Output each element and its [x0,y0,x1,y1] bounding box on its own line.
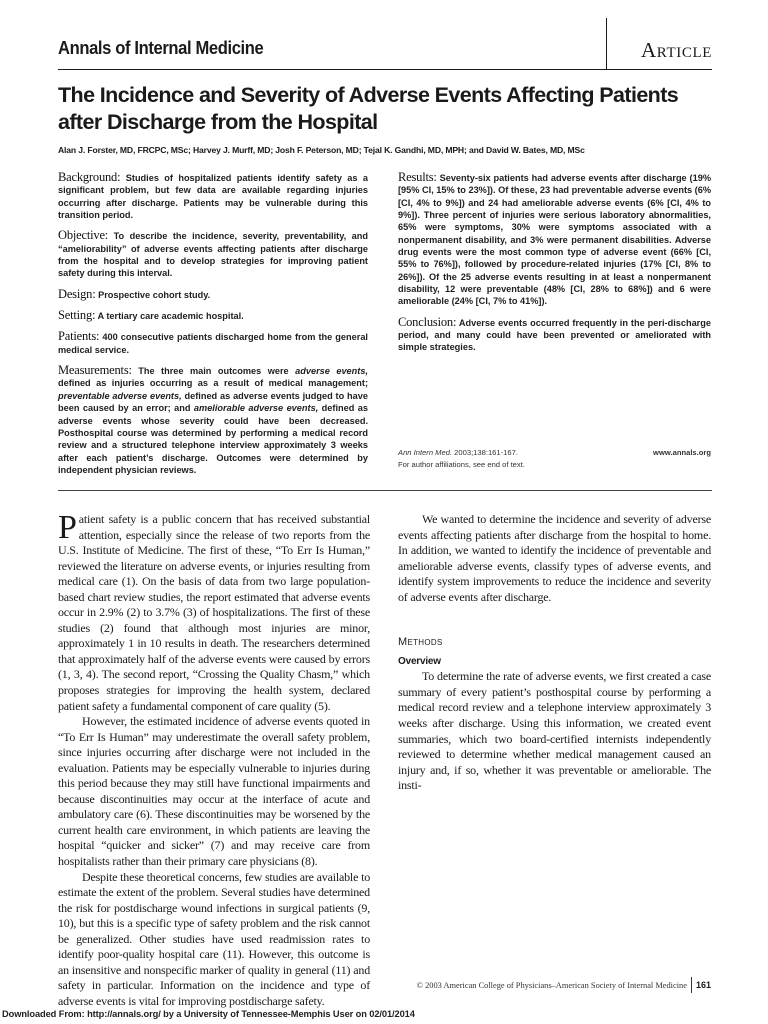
measurements-term-adverse: adverse events, [295,366,368,377]
affiliations-note: For author affiliations, see end of text. [398,460,525,469]
measurements-text-2: defined as injuries occurring as a result of medical management; [58,378,368,389]
abstract-background [58,171,368,221]
measurements-term-preventable: preventable adverse events, [58,390,182,401]
abstract-left-column [58,171,368,484]
design-label: Design: [58,286,96,301]
download-notice: Downloaded From: http://annals.org/ by a University of Tennessee-Memphis User on 02/01/2014 [2,1009,415,1019]
setting-text: A tertiary care academic hospital. [97,311,244,322]
body-paragraph-5: To determine the rate of adverse events, we first created a case summary of every patient’s posthospital course by performing a medical record review and a telephone interview approximately 3 weeks after discharge. Using this information, we created event summaries, which two board-certified internists independently reviewed to determine whether medical management caused an injury and, if so, whether it was preventable or ameliorable. The insti- [398,669,711,793]
abstract-right-column [398,171,711,362]
abstract-divider [58,490,712,491]
abstract-conclusion [398,316,711,354]
journal-url-link[interactable]: www.annals.org [653,448,711,457]
abstract-design [58,288,368,301]
body-right-column [398,512,711,794]
body-paragraph-2: However, the estimated incidence of adverse events quoted in “To Err Is Human” may underestimate the overall safety problem, since injuries occurring after discharge were not included in the evaluation. Patients may be especially vulnerable to injuries during this period because they may still have functional impairments and because discontinuities may occur at the interface of acute and ambulatory care (6). These discontinuities may be worsened by the current health care environment, in which patients are leaving the hospital “quicker and sicker” (7) and may receive care from hospitalists rather than their primary care physicians (8). [58,714,370,869]
objective-label: Objective: [58,228,109,243]
journal-header [58,36,712,70]
conclusion-text: Adverse events occurred frequently in the peri-discharge period, and many could have been prevented or ameliorated with simple strategies. [398,317,711,353]
body-paragraph-4: We wanted to determine the incidence and severity of adverse events affecting patients after discharge from the hospital to home. In addition, we wanted to identify the incidence of preventable and ameliorable adverse events, classify types of adverse events, and identify system improvements to reduce the incidence and severity of adverse events after discharge. [398,512,711,604]
abstract-objective [58,229,368,279]
page-footer [417,977,711,993]
article-title: The Incidence and Severity of Adverse Events Affecting Patients after Discharge from the Hospital [58,83,679,134]
journal-name: Annals of Internal Medicine [58,38,264,58]
article-type-label: Article [641,38,712,62]
body-paragraph-1-text: atient safety is a public concern that has received substantial attention, especially since the release of two reports from the U.S. Institute of Medicine. The first of these, “To Err Is Human,” reviewed the literature on adverse events, or injuries resulting from medical care (1). On the basis of data from two large population-based chart review studies, the report estimated that adverse events occur in 2.9% (2) to 3.7% (3) of hospitalizations. The first of these studies (2) found that although most injuries are minor, approximately 1 in 10 results in death. The researchers determined that approximately half of the adverse events were caused by errors (1, 3, 4). The second report, “Crossing the Quality Chasm,” which proposes strategies for improving the health system, declared patient safety a fundamental component of care quality (5). [58,512,370,713]
setting-label: Setting: [58,308,96,323]
abstract-measurements [58,364,368,476]
citation-journal: Ann Intern Med. [398,448,453,457]
abstract-patients [58,330,368,356]
body-paragraph-1 [58,509,370,714]
conclusion-label: Conclusion: [398,314,457,329]
footer-divider [691,977,692,993]
body-left-column [58,509,370,1010]
author-list: Alan J. Forster, MD, FRCPC, MSc; Harvey J. Murff, MD; Josh F. Peterson, MD; Tejal K. Gandhi, MD, MPH; and David W. Bates, MD, MSc [58,145,585,155]
body-paragraph-3: Despite these theoretical concerns, few studies are available to estimate the extent of the problem. Several studies have determined the risk for postdischarge wound infections in surgical patients (9, 10), but this is a specific type of safety problem and the risk cannot be generalized. Other studies have used readmission rates to identify poor-quality hospital care (11). However, this outcome is an insensitive and nonspecific marker of quality in general (11) and safety in particular. Information on the incidence and type of adverse events is vital for improving postdischarge safety. [58,869,370,1008]
drop-cap: P [58,509,77,546]
header-divider [606,18,607,70]
measurements-text-3: defined as adverse events judged to have been caused by an error; and [58,390,368,414]
objective-text: To describe the incidence, severity, preventability, and “ameliorability” of adverse events affecting patients after discharge from the hospital and to develop strategies for improving patient safety during this interval. [58,231,368,279]
measurements-term-ameliorable: ameliorable adverse events, [193,403,319,414]
design-text: Prospective cohort study. [98,289,211,300]
background-text: Studies of hospitalized patients identify safety as a significant problem, but few data are available regarding injuries occurring after discharge. Patients may be vulnerable during this transition period. [58,173,369,221]
overview-heading: Overview [398,655,441,667]
methods-heading: Methods [398,636,443,649]
page-number: 161 [695,980,711,990]
abstract-setting [58,309,368,322]
patients-text: 400 consecutive patients discharged home from the general medical service. [58,332,368,355]
measurements-label: Measurements: [58,363,132,378]
citation-block [398,447,711,471]
results-text: Seventy-six patients had adverse events after discharge (19% [95% CI, 15% to 23%]). Of these, 23 had preventable adverse events (6% [CI, 4% to 9%]) and 24 had ameliorable adverse events (6% [CI, 4% to 9%]). Three percent of injuries were serious laboratory abnormalities, 65% were symptoms, 30% were symptoms associated with a nonpermanent disability, and 3% were permanent disabilities. Adverse drug events were the most common type of adverse event (66% [CI, 55% to 76%]), followed by procedure-related injuries (17% [CI, 8% to 26%]). Of the 25 adverse events resulting in at least a nonpermanent disability, 12 were preventable (48% [CI, 28% to 68%]) and 6 were ameliorable (24% [CI, 7% to 41%]). [398,173,712,307]
measurements-text-1: The three main outcomes were [138,366,289,377]
citation-line [398,447,518,459]
citation-ref: 2003;138:161-167. [454,448,518,457]
background-label: Background: [58,170,121,184]
measurements-text-4: defined as adverse events whose severity could have been decreased. Posthospital course was determined by performing a medical record review and a structured telephone interview approximately 3 weeks after each patient’s discharge. Outcomes were determined by independent physician reviews. [58,403,368,475]
patients-label: Patients: [58,329,100,344]
results-label: Results: [398,170,437,184]
abstract-results [398,171,711,308]
copyright-notice: © 2003 American College of Physicians–American Society of Internal Medicine [416,980,687,990]
